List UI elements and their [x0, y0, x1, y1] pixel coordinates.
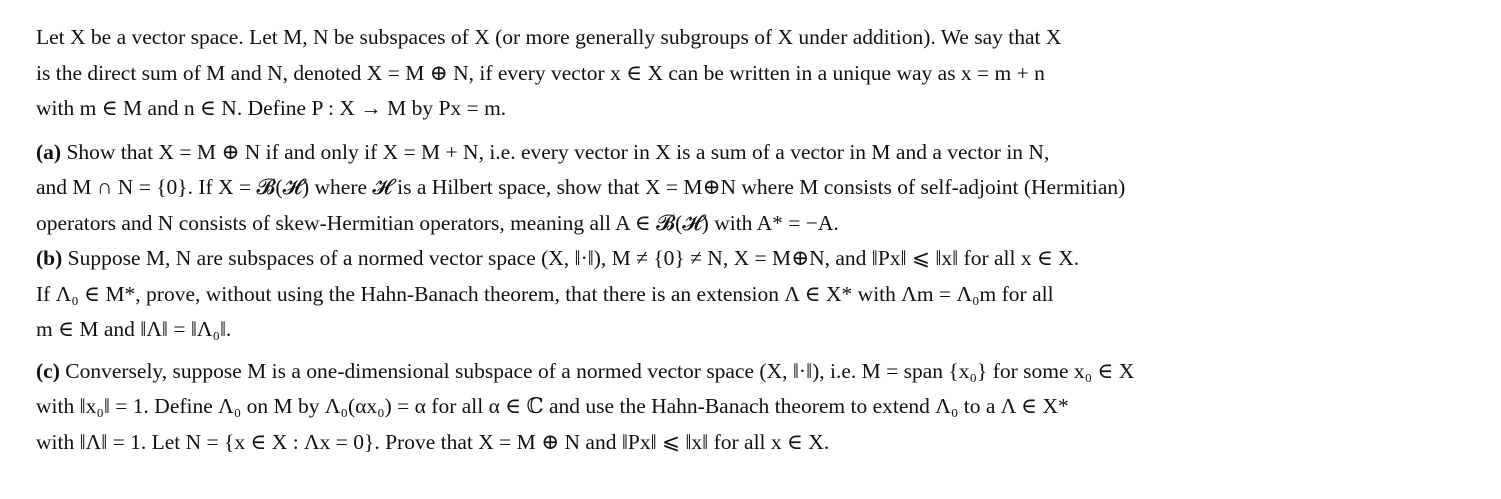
part-a-line: Show that X = M ⊕ N if and only if X = M + N, i.e. every vector in X is a sum of a vector in M and a vector in N,: [61, 139, 1050, 164]
part-b-line: If Λ₀ ∈ M*, prove, without using the Hahn-Banach theorem, that there is an extension Λ ∈ X* with Λm = Λ₀m for all: [36, 281, 1054, 306]
part-c-line: with ‖Λ‖ = 1. Let N = {x ∈ X : Λx = 0}. Prove that X = M ⊕ N and ‖Px‖ ⩽ ‖x‖ for all x ∈ X.: [36, 429, 830, 454]
part-b-paragraph: [36, 241, 1461, 348]
intro-line: with m ∈ M and n ∈ N. Define P : X → M by Px = m.: [36, 96, 507, 120]
intro-paragraph: [36, 20, 1461, 127]
part-b-line: Suppose M, N are subspaces of a normed vector space (X, ‖·‖), M ≠ {0} ≠ N, X = M⊕N, and ‖Px‖ ⩽ ‖x‖ for all x ∈ X.: [62, 246, 1080, 270]
part-c-paragraph: [36, 354, 1461, 461]
part-c-line: Conversely, suppose M is a one-dimensional subspace of a normed vector space (X, ‖·‖), i.e. M = span {x₀} for some x₀ ∈ X: [59, 358, 1135, 383]
part-c-label: (c): [36, 358, 60, 383]
part-a-line: and M ∩ N = {0}. If X = 𝓑(𝓗) where 𝓗 is a Hilbert space, show that X = M⊕N where M consists of self-adjoint (Hermitian): [36, 175, 1126, 199]
intro-line: is the direct sum of M and N, denoted X = M ⊕ N, if every vector x ∈ X can be written in a unique way as x = m + n: [36, 60, 1045, 85]
intro-line: Let X be a vector space. Let M, N be subspaces of X (or more generally subgroups of X under addition). We say that X: [36, 25, 1062, 49]
part-a-paragraph: [36, 135, 1461, 242]
part-a-line: operators and N consists of skew-Hermitian operators, meaning all A ∈ 𝓑(𝓗) with A* = −A.: [36, 210, 839, 235]
part-c-line: with ‖x₀‖ = 1. Define Λ₀ on M by Λ₀(αx₀) = α for all α ∈ ℂ and use the Hahn-Banach theorem to extend Λ₀ to a Λ ∈ X*: [36, 394, 1069, 418]
part-b-label: (b): [36, 246, 63, 270]
part-b-line: m ∈ M and ‖Λ‖ = ‖Λ₀‖.: [36, 317, 232, 341]
part-a-label: (a): [36, 139, 62, 164]
